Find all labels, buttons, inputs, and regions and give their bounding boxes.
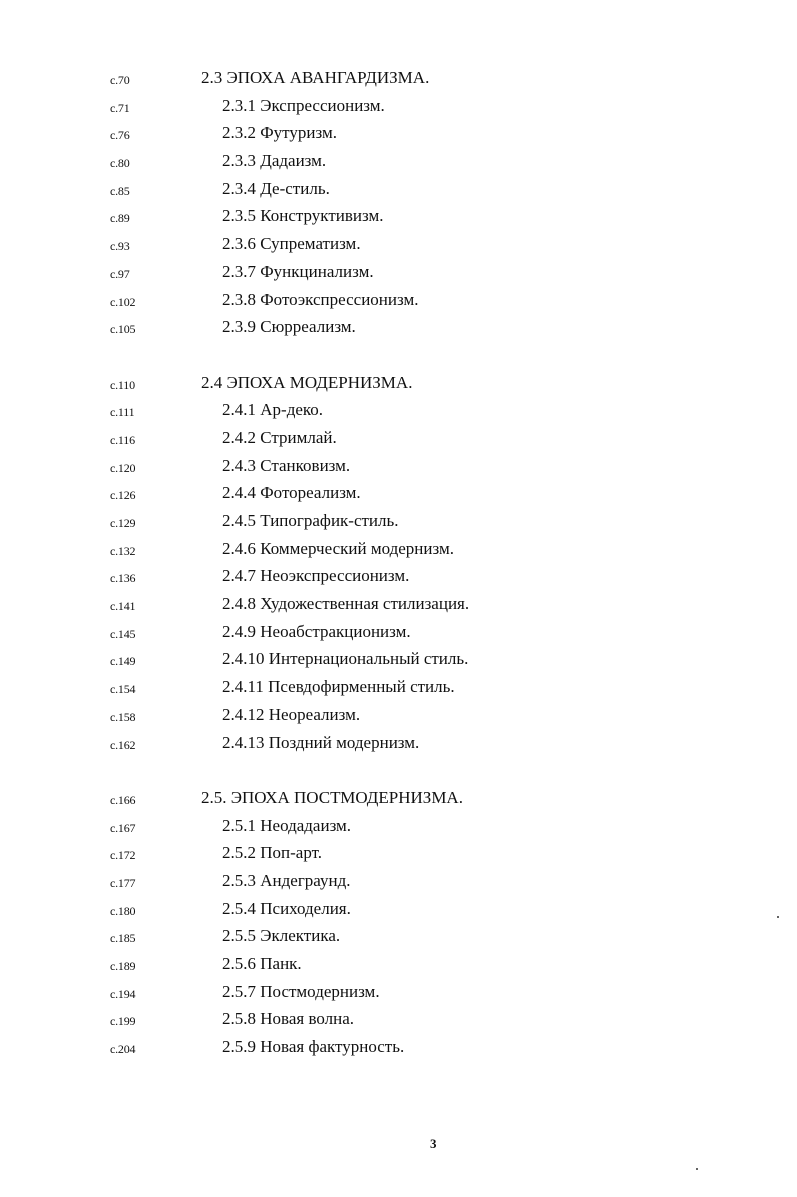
toc-page-ref: c.70 [110,73,130,87]
toc-page-ref: c.132 [110,543,136,558]
toc-page-ref: c.185 [110,931,136,946]
toc-entry-title: 2.4.10 Интернациональный стиль. [222,649,469,669]
toc-entry-title: 2.5.7 Постмодернизм. [222,981,380,1001]
toc-page-ref: c.89 [110,211,130,226]
toc-page-ref: c.158 [110,709,136,724]
toc-entry [0,869,797,897]
toc-page-ref: c.129 [110,516,136,530]
toc-entry-title: 2.4.8 Художественная стилизация. [222,594,470,614]
toc-entry-title: 2.4.1 Ар-деко. [222,400,324,420]
toc-page-ref: c.149 [110,654,136,669]
toc-entry-title: 2.3.7 Функцинализм. [222,261,374,281]
toc-page-ref: c.199 [110,1014,136,1029]
toc-page-ref: c.194 [110,986,136,1001]
toc-entry [0,537,797,565]
toc-entry [0,1007,797,1035]
toc-section-heading: 2.3 ЭПОХА АВАНГАРДИЗМА. [201,68,430,87]
toc-entry-title: 2.5.1 Неодадаизм. [222,815,352,835]
toc-entry [0,454,797,482]
toc-entry-title: 2.5.5 Эклектика. [222,926,341,946]
toc-entry-title: 2.4.12 Неореализм. [222,704,361,724]
toc-page-ref: c.102 [110,294,136,309]
toc-entry [0,620,797,648]
toc-page-ref: c.189 [110,959,136,973]
toc-entry-title: 2.4.7 Неоэкспрессионизм. [222,566,410,586]
toc-entry-title: 2.5.4 Психоделия. [222,898,351,918]
toc-page-ref: c.76 [110,128,130,143]
toc-section-avantgarde [0,66,797,343]
toc-page-ref: c.97 [110,266,130,281]
toc-entry-title: 2.4.13 Поздний модернизм. [222,732,420,752]
toc-section-heading: 2.5. ЭПОХА ПОСТМОДЕРНИЗМА. [201,787,463,807]
page-number: 3 [430,1136,437,1151]
toc-entry [0,121,797,149]
toc-entry [0,980,797,1008]
table-of-contents [0,66,797,1090]
toc-entry [0,1035,797,1063]
toc-entry [0,564,797,592]
toc-entry [0,647,797,675]
toc-page-ref: c.172 [110,848,136,863]
toc-page-ref: c.71 [110,100,130,115]
toc-entry-title: 2.4.4 Фотореализм. [222,483,361,503]
toc-entry-title: 2.4.11 Псевдофирменный стиль. [222,677,455,697]
toc-entry [0,426,797,454]
toc-page-ref: c.204 [110,1042,136,1057]
toc-entry-title: 2.5.9 Новая фактурность. [222,1037,405,1057]
toc-entry [0,924,797,952]
toc-page-ref: c.80 [110,156,130,171]
toc-entry-title: 2.5.2 Поп-арт. [222,843,323,863]
toc-entry-title: 2.5.3 Андеграунд. [222,870,351,890]
toc-entry-title: 2.3.8 Фотоэкспрессионизм. [222,289,419,309]
toc-entry [0,814,797,842]
toc-entry-title: 2.4.6 Коммерческий модернизм. [222,538,454,558]
toc-section-modernism [0,371,797,759]
toc-entry-title: 2.3.6 Супрематизм. [222,234,361,254]
toc-page-ref: c.111 [110,405,135,420]
toc-page-ref: c.180 [110,903,136,918]
toc-entry-title: 2.4.3 Станковизм. [222,455,351,475]
toc-entry [0,481,797,509]
toc-entry-title: 2.4.9 Неоабстракционизм. [222,621,411,641]
toc-page-ref: c.85 [110,183,130,198]
toc-entry [0,232,797,260]
toc-entry-title: 2.5.8 Новая волна. [222,1009,355,1029]
scan-speck [777,916,779,918]
toc-page-ref: c.154 [110,682,136,697]
toc-section-heading-row [0,371,797,399]
toc-page-ref: c.120 [110,460,136,475]
toc-entry [0,731,797,759]
toc-page-ref: c.116 [110,432,135,447]
toc-page-ref: c.136 [110,571,136,586]
toc-page-ref: c.167 [110,820,136,835]
toc-entry [0,177,797,205]
toc-entry [0,260,797,288]
toc-entry [0,897,797,925]
toc-page-ref: c.105 [110,322,136,337]
toc-section-heading: 2.4 ЭПОХА МОДЕРНИЗМА. [201,372,413,392]
toc-entry-title: 2.3.2 Футуризм. [222,123,337,143]
toc-section-heading-row [0,66,797,94]
toc-page-ref: c.141 [110,599,136,614]
toc-entry [0,841,797,869]
toc-entry [0,952,797,980]
toc-page-ref: c.126 [110,488,136,503]
toc-entry-title: 2.3.1 Экспрессионизм. [222,95,385,115]
toc-entry [0,703,797,731]
toc-entry [0,149,797,177]
toc-page-ref: c.177 [110,875,136,890]
toc-entry-title: 2.3.3 Дадаизм. [222,151,327,171]
toc-page-ref: c.93 [110,239,130,254]
toc-section-heading-row [0,786,797,814]
toc-entry [0,509,797,537]
toc-entry [0,204,797,232]
toc-page-ref: c.162 [110,737,136,752]
toc-page-ref: c.110 [110,377,135,392]
toc-entry [0,315,797,343]
scan-speck [696,1168,698,1170]
toc-entry-title: 2.3.9 Сюрреализм. [222,317,356,337]
toc-entry [0,94,797,122]
toc-entry [0,398,797,426]
toc-entry-title: 2.4.5 Типографик-стиль. [222,511,399,530]
toc-page-ref: c.166 [110,792,136,807]
toc-section-postmodernism [0,786,797,1063]
toc-entry [0,592,797,620]
toc-page-ref: c.145 [110,626,136,641]
toc-entry-title: 2.4.2 Стримлай. [222,427,337,447]
toc-entry [0,675,797,703]
toc-entry-title: 2.3.4 Де-стиль. [222,178,330,198]
toc-entry-title: 2.5.6 Панк. [222,954,302,973]
toc-entry-title: 2.3.5 Конструктивизм. [222,206,384,226]
toc-entry [0,288,797,316]
